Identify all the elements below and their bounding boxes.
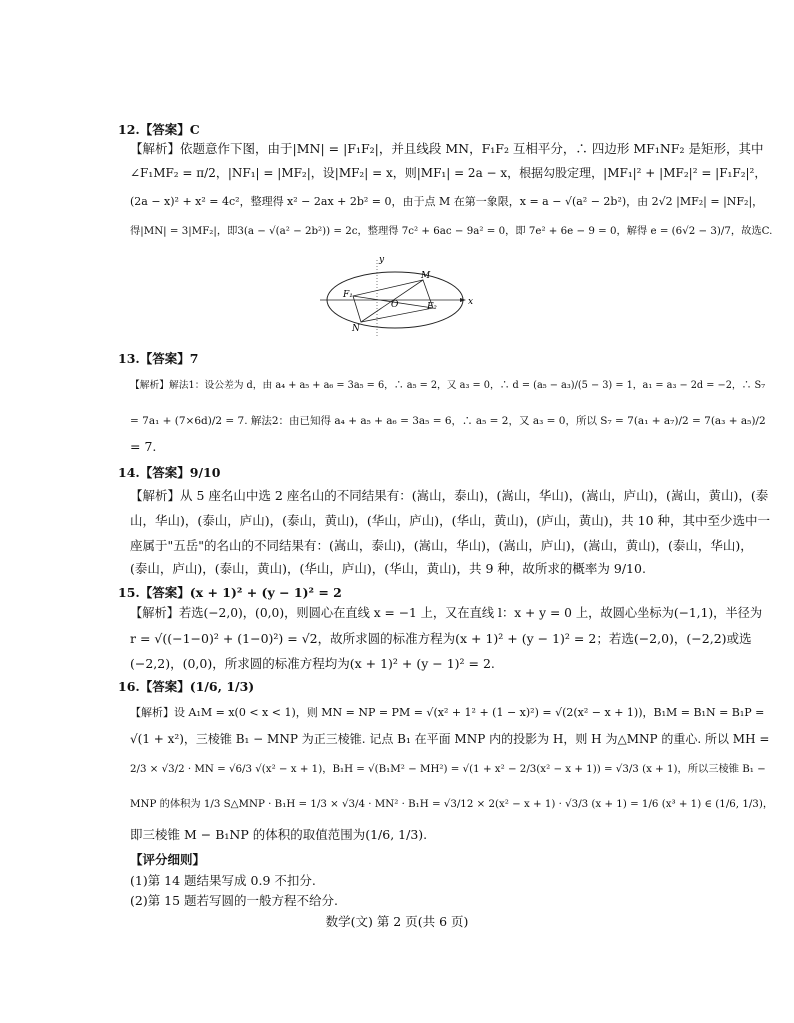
rule-item-1: (1)第 14 题结果写成 0.9 不扣分.	[130, 873, 316, 888]
label-m: M	[421, 271, 431, 281]
q14-line-3: 座属于"五岳"的名山的不同结果有：(嵩山，泰山)，(嵩山，华山)，(嵩山，庐山)，(嵩山，黄山)，(泰山，华山)，	[130, 538, 753, 553]
q16-line-2: √(1 + x²)，三棱锥 B₁ − MNP 为正三棱锥. 记点 B₁ 在平面 MNP 内的投影为 H，则 H 为△MNP 的重心. 所以 MH =	[130, 732, 770, 746]
q13-line-3: = 7.	[130, 439, 157, 454]
q12-line-2: ∠F₁MF₂ = π/2，|NF₁| = |MF₂|，设|MF₂| = x，则|MF₁| = 2a − x，根据勾股定理，|MF₁|² + |MF₂|² = |F₁F₂|²，	[130, 166, 767, 180]
q14-line-4: (泰山，庐山)，(泰山，黄山)，(华山，庐山)，(华山，黄山)，共 9 种，故所求的概率为 9/10.	[130, 561, 646, 576]
q15-line-2: r = √((−1−0)² + (1−0)²) = √2，故所求圆的标准方程为(x + 1)² + (y − 1)² = 2；若选(−2,0)，(−2,2)或选	[130, 631, 752, 646]
label-x: x	[468, 297, 474, 307]
rule-item-2: (2)第 15 题若写圆的一般方程不给分.	[130, 893, 339, 908]
q16-line-1: 【解析】设 A₁M = x(0 < x < 1)，则 MN = NP = PM = √(x² + 1² + (1 − x)²) = √(2(x² − x + 1))，B₁M = B₁N = B₁P =	[130, 706, 765, 719]
q12-line-4: 得|MN| = 3|MF₂|，即3(a − √(a² − 2b²)) = 2c，整理得 7c² + 6ac − 9a² = 0，即 7e² + 6e − 9 = 0，解得 e = (6√2 − 3)/7，故选C.	[130, 225, 773, 237]
q16-line-3: 2/3 × √3/2 · MN = √6/3 √(x² − x + 1)，B₁H = √(B₁M² − MH²) = √(1 + x² − 2/3(x² − x + 1)) = √3/3 (x + 1)，所以三棱锥 B₁ −	[130, 763, 766, 775]
q16-answer: 16.【答案】(1/6, 1/3)	[118, 679, 255, 694]
q14-line-1: 【解析】从 5 座名山中选 2 座名山的不同结果有：(嵩山，泰山)，(嵩山，华山)，(嵩山，庐山)，(嵩山，黄山)，(泰	[130, 488, 769, 503]
q12-answer: 12.【答案】C	[118, 122, 200, 137]
q15-answer: 15.【答案】(x + 1)² + (y − 1)² = 2	[118, 585, 342, 600]
q16-line-5: 即三棱锥 M − B₁NP 的体积的取值范围为(1/6, 1/3).	[130, 827, 428, 842]
q13-line-1: 【解析】解法1：设公差为 d，由 a₄ + a₅ + a₆ = 3a₅ = 6，∴ a₅ = 2，又 a₃ = 0，∴ d = (a₅ − a₃)/(5 − 3) = 1，a₁ = a₃ − 2d = −2，∴ S₇	[130, 380, 766, 391]
rules-heading: 【评分细则】	[130, 852, 206, 867]
label-f2: F₂	[427, 302, 437, 312]
q15-line-1: 【解析】若选(−2,0)，(0,0)，则圆心在直线 x = −1 上，又在直线 l：x + y = 0 上，故圆心坐标为(−1,1)，半径为	[130, 606, 763, 620]
ellipse-diagram	[315, 248, 485, 338]
label-o: O	[391, 300, 399, 310]
q14-line-2: 山，华山)，(泰山，庐山)，(泰山，黄山)，(华山，庐山)，(华山，黄山)，(庐山，黄山)，共 10 种，其中至少选中一	[130, 513, 770, 528]
q16-line-4: MNP 的体积为 1/3 S△MNP · B₁H = 1/3 × √3/4 · MN² · B₁H = √3/12 × 2(x² − x + 1) · √3/3 (x + 1) = 1/6 (x³ + 1) ∈ (1/6, 1/3)，	[130, 798, 774, 810]
label-f1: F₁	[343, 290, 353, 300]
q12-line-1: 【解析】依题意作下图，由于|MN| = |F₁F₂|，并且线段 MN，F₁F₂ 互相平分，∴ 四边形 MF₁NF₂ 是矩形，其中	[130, 141, 764, 156]
q15-line-3: (−2,2)，(0,0)，所求圆的标准方程均为(x + 1)² + (y − 1)² = 2.	[130, 656, 495, 671]
label-n: N	[352, 324, 360, 334]
label-y: y	[379, 255, 385, 265]
q13-answer: 13.【答案】7	[118, 351, 199, 366]
q12-line-3: (2a − x)² + x² = 4c²，整理得 x² − 2ax + 2b² = 0，由于点 M 在第一象限，x = a − √(a² − 2b²)，由 2√2 |MF₂| = |NF₂|，	[130, 195, 764, 208]
q14-answer: 14.【答案】9/10	[118, 465, 221, 480]
q13-line-2: = 7a₁ + (7×6d)/2 = 7. 解法2：由已知得 a₄ + a₅ + a₆ = 3a₅ = 6，∴ a₅ = 2，又 a₃ = 0，所以 S₇ = 7(a₁ + a₇)/2 = 7(a₃ + a₅)/2	[130, 415, 766, 427]
page-footer: 数学(文) 第 2 页(共 6 页)	[325, 914, 469, 929]
